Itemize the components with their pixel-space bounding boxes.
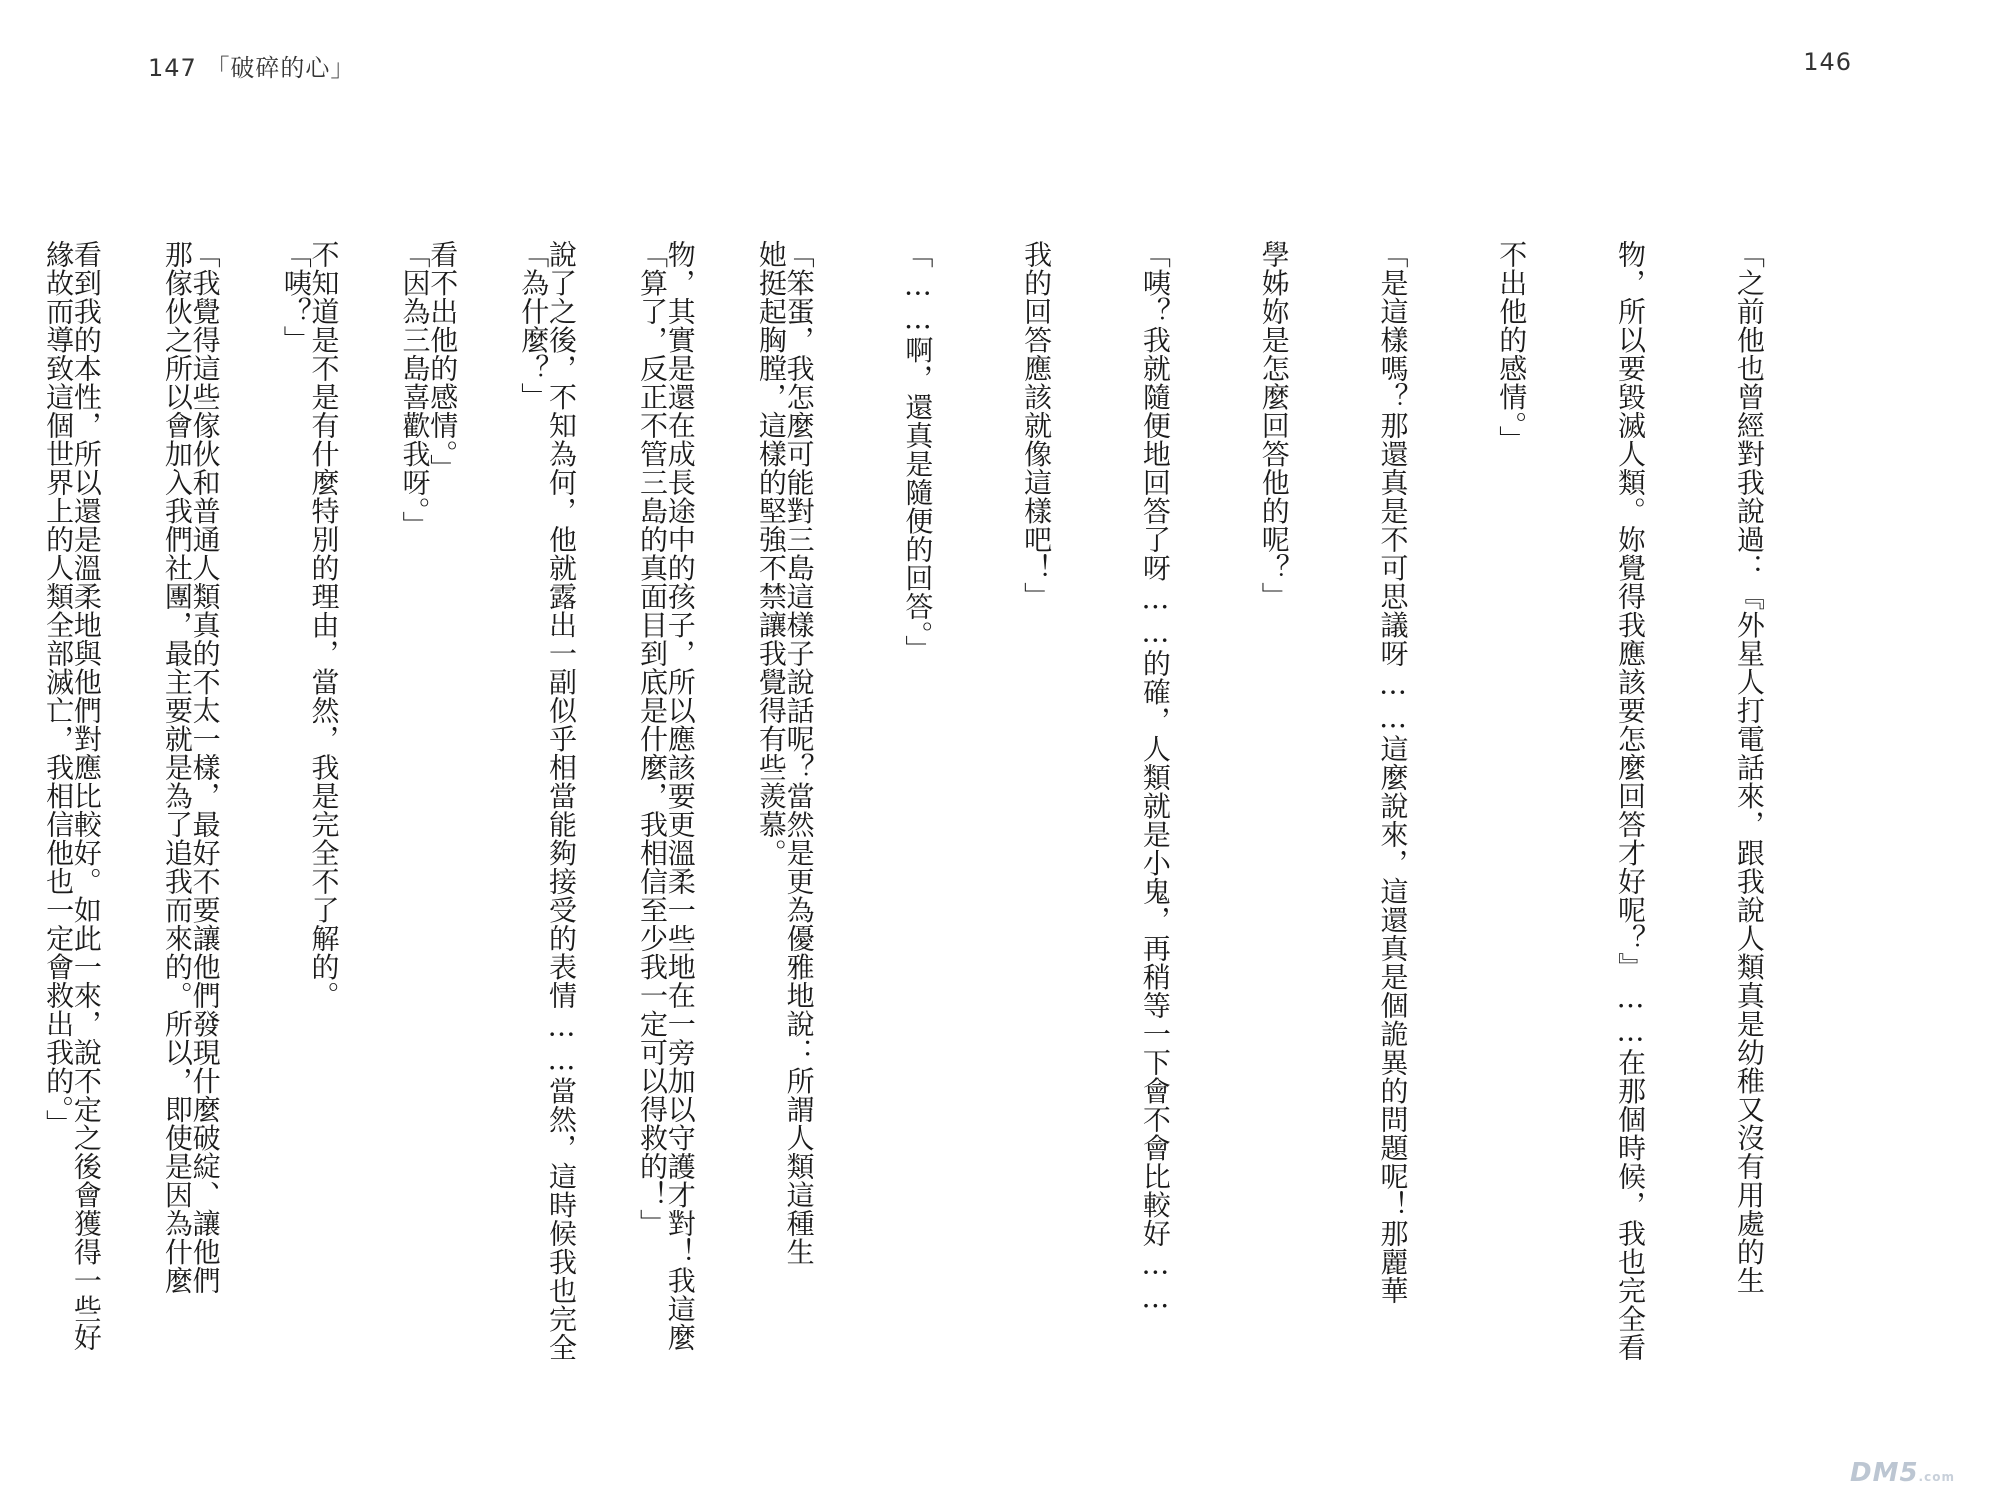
text-column: 「笨蛋，我怎麼可能對三島這樣子說話呢？當然是更為優雅地說：所謂人類這種生: [782, 240, 816, 1266]
left-running-head: 147 「破碎的心」: [148, 54, 356, 82]
text-column: 「我覺得這些傢伙和普通人類真的不太一樣，最好不要讓他們發現什麼破綻、讓他們: [188, 240, 222, 1295]
text-column: 物，所以要毀滅人類。妳覺得我應該要怎麼回答才好呢？』……在那個時候，我也完全看: [1614, 240, 1648, 1362]
text-column: 「算了，反正不管三島的真面目到底是什麼，我相信至少我一定可以得救的！」: [636, 240, 670, 1238]
text-column: 看到我的本性，所以還是溫柔地與他們對應比較好。如此一來，說不定之後會獲得一些好: [69, 240, 103, 1352]
text-column: 「是這樣嗎？那還真是不可思議呀……這麼說來，這還真是個詭異的問題呢！那麗華: [1376, 240, 1410, 1305]
watermark-suffix: .com: [1918, 1470, 1955, 1484]
text-column: 「咦？」: [279, 240, 313, 354]
text-column: 說了之後，不知為何，他就露出一副似乎相當能夠接受的表情……當然，這時候我也完全: [545, 240, 578, 1362]
watermark-text: DM5: [1850, 1458, 1919, 1488]
text-column: 不知道是不是有什麼特別的理由，當然，我是完全不了解的。: [307, 240, 341, 1010]
text-column: 看不出他的感情。」: [426, 240, 460, 483]
right-page-number: 146: [1803, 48, 1852, 76]
text-column: 「之前他也曾經對我說過：『外星人打電話來，跟我說人類真是幼稚又沒有用處的生: [1732, 240, 1766, 1295]
text-column: 不出他的感情。」: [1495, 240, 1529, 454]
text-column: 物，其實是還在成長途中的孩子，所以應該要更溫柔一些地在一旁加以守護才對！我這麼: [663, 240, 697, 1352]
text-column: 「……啊，還真是隨便的回答。」: [901, 240, 935, 664]
site-watermark: [1850, 1458, 1960, 1488]
text-column: 緣故而導致這個世界上的人類全部滅亡，我相信他也一定會救出我的。」: [42, 240, 76, 1138]
text-column: 那傢伙之所以會加入我們社團，最主要就是為了追我而來的。所以，即使是因為什麼: [160, 240, 194, 1295]
text-column: 「咦？我就隨便地回答了呀……的確，人類就是小鬼，再稍等一下會不會比較好……: [1138, 240, 1172, 1315]
text-column: 學姊妳是怎麼回答他的呢？」: [1257, 240, 1291, 611]
text-column: 「為什麼？」: [517, 240, 551, 411]
text-column: 我的回答應該就像這樣吧！」: [1020, 240, 1054, 611]
text-column: 「因為三島喜歡我呀。」: [398, 240, 432, 540]
text-column: 她挺起胸膛，這樣的堅強不禁讓我覺得有些羨慕。: [754, 240, 788, 867]
